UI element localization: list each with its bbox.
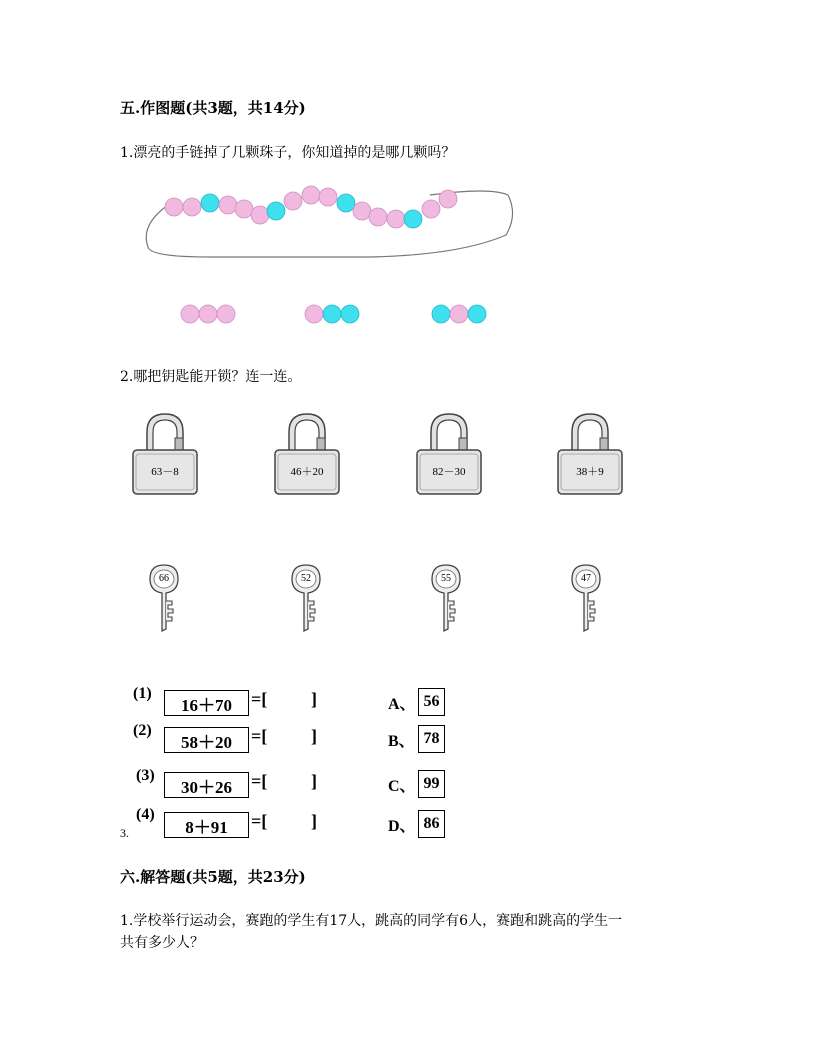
lock-3[interactable] xyxy=(414,410,484,500)
option-letter: C、 xyxy=(388,778,416,795)
bracelet-figure xyxy=(130,175,530,335)
item-index: (4) xyxy=(136,806,155,823)
option-3-bead-cyan[interactable] xyxy=(468,305,486,323)
question-1-text: 1.漂亮的手链掉了几颗珠子，你知道掉的是哪几颗吗？ xyxy=(120,145,456,161)
bead-pink xyxy=(319,188,337,206)
option-value-box[interactable]: 56 xyxy=(418,688,445,716)
option-letter: B、 xyxy=(388,733,415,750)
lock-4[interactable] xyxy=(555,410,625,500)
bead-cyan xyxy=(267,202,285,220)
bead-cyan xyxy=(337,194,355,212)
bead-pink xyxy=(439,190,457,208)
key-3[interactable] xyxy=(430,563,462,637)
expression-box: 8＋91 xyxy=(164,812,249,838)
answer-bracket-open: =[ xyxy=(251,689,268,709)
key-number: 55 xyxy=(441,573,451,584)
key-number: 52 xyxy=(301,573,311,584)
expression-box: 58＋20 xyxy=(164,727,249,753)
bead-pink xyxy=(387,210,405,228)
answer-bracket-close: ] xyxy=(311,771,317,791)
answer-bracket-open: =[ xyxy=(251,771,268,791)
lock-icon xyxy=(130,410,200,496)
key-4[interactable] xyxy=(570,563,602,637)
bead-pink xyxy=(165,198,183,216)
section-title-drawing: 五.作图题(共3题，共14分) xyxy=(120,99,306,117)
option-value-box[interactable]: 86 xyxy=(418,810,445,838)
bead-cyan xyxy=(404,210,422,228)
option-value-box[interactable]: 78 xyxy=(418,725,445,753)
option-3-bead-cyan[interactable] xyxy=(432,305,450,323)
item-index: (3) xyxy=(136,767,155,784)
bead-pink xyxy=(235,200,253,218)
item-index: (2) xyxy=(133,722,152,739)
lock-icon xyxy=(555,410,625,496)
answer-bracket-open: =[ xyxy=(251,811,268,831)
option-1-bead-pink[interactable] xyxy=(217,305,235,323)
lock-expression: 82－30 xyxy=(432,466,466,478)
bead-pink xyxy=(369,208,387,226)
answer-bracket-open: =[ xyxy=(251,726,268,746)
expression-box: 16＋70 xyxy=(164,690,249,716)
bracelet-beads xyxy=(165,186,457,228)
lock-2[interactable] xyxy=(272,410,342,500)
key-1[interactable] xyxy=(148,563,180,637)
bead-pink xyxy=(251,206,269,224)
key-number: 66 xyxy=(159,573,169,584)
bead-options xyxy=(181,305,486,323)
option-1-bead-pink[interactable] xyxy=(199,305,217,323)
option-letter: A、 xyxy=(388,696,416,713)
lock-expression: 38＋9 xyxy=(576,466,604,478)
option-1-bead-pink[interactable] xyxy=(181,305,199,323)
answer-question-1-line-1: 1.学校举行运动会，赛跑的学生有17人，跳高的同学有6人，赛跑和跳高的学生一 xyxy=(120,913,623,929)
option-letter: D、 xyxy=(388,818,416,835)
option-value-box[interactable]: 99 xyxy=(418,770,445,798)
option-2-bead-cyan[interactable] xyxy=(323,305,341,323)
section-title-answers: 六.解答题(共5题，共23分) xyxy=(120,868,306,886)
lock-expression: 46＋20 xyxy=(290,466,324,478)
lock-icon xyxy=(272,410,342,496)
bead-pink xyxy=(302,186,320,204)
bead-pink xyxy=(353,202,371,220)
option-2-bead-cyan[interactable] xyxy=(341,305,359,323)
key-number: 47 xyxy=(581,573,591,584)
lock-expression: 63－8 xyxy=(151,466,179,478)
bead-cyan xyxy=(201,194,219,212)
bead-pink xyxy=(219,196,237,214)
expression-box: 30＋26 xyxy=(164,772,249,798)
answer-bracket-close: ] xyxy=(311,811,317,831)
question-2-text: 2.哪把钥匙能开锁？连一连。 xyxy=(120,369,302,385)
question-3-number: 3. xyxy=(120,826,129,840)
answer-bracket-close: ] xyxy=(311,726,317,746)
item-index: (1) xyxy=(133,685,152,702)
option-2-bead-pink[interactable] xyxy=(305,305,323,323)
bead-pink xyxy=(284,192,302,210)
bead-pink xyxy=(422,200,440,218)
answer-question-1-line-2: 共有多少人？ xyxy=(120,935,204,951)
key-2[interactable] xyxy=(290,563,322,637)
lock-icon xyxy=(414,410,484,496)
option-3-bead-pink[interactable] xyxy=(450,305,468,323)
answer-bracket-close: ] xyxy=(311,689,317,709)
bead-pink xyxy=(183,198,201,216)
lock-1[interactable] xyxy=(130,410,200,500)
